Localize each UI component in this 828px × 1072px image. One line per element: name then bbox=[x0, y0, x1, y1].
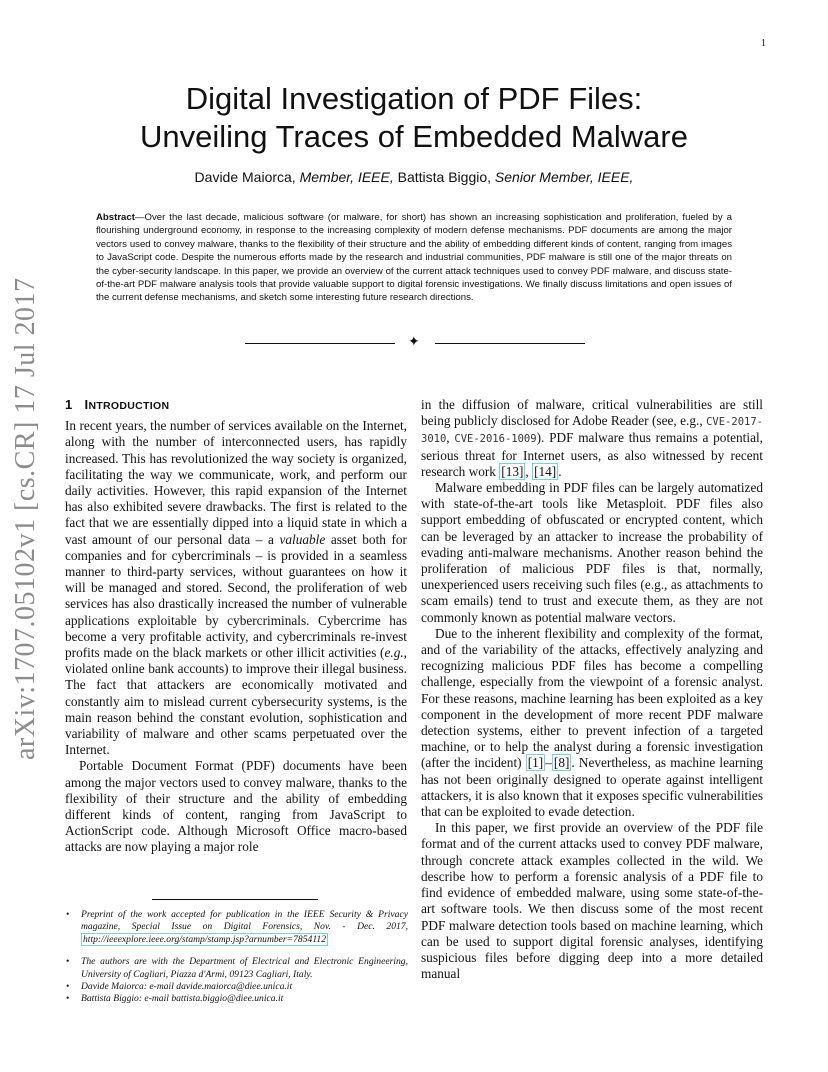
citation-link[interactable]: [1] bbox=[527, 755, 544, 771]
footnote-item: • The authors are with the Department of Electrical and Electronic Engineering, University of Cagliari, Piazza d'Armi, 09123 Cagliari, Italy. bbox=[66, 956, 408, 981]
footnote-item bbox=[66, 909, 408, 946]
section-number: 1 bbox=[65, 397, 73, 412]
emphasis: e.g. bbox=[384, 645, 404, 661]
page-number: 1 bbox=[761, 38, 766, 49]
text-run: , violated online bank accounts) to improve their illegal business. The fact that attackers are economically motivated and constantly aim to mislead current cybersecurity systems, is the main reason behind the constant evolution, sophistication and variability of malware and other scams perpetuated over the Internet. bbox=[65, 645, 407, 758]
title-line-1: Digital Investigation of PDF Files: bbox=[185, 81, 643, 116]
paragraph: Due to the inherent flexibility and complexity of the format, and of the variability of the attacks, effectively analyzing and recognizing malicious PDF files has become a compelling challenge, especially from the viewpoint of a forensic analyst. For these reasons, machine learning has been exploited as a key component in the development of more recent PDF malware detection systems, either to prevent infection of a targeted machine, or to help the analyst during a forensic investigation (after the incident) [1] – [8] . Nevertheless, as machine learning has not been originally designed to operate against intelligent attackers, it is also known that it exposes specific vulnerabilities that can be exploited to evade detection. bbox=[421, 625, 763, 820]
text-run: ). PDF malware thus remains a potential, serious threat for Internet users, as also witnessed by recent research work bbox=[421, 430, 763, 479]
footnote-link[interactable]: http://ieeexplore.ieee.org/stamp/stamp.jsp?arnumber=7854112 bbox=[83, 933, 326, 945]
divider-line-right bbox=[435, 343, 585, 344]
section-title-rest: NTRODUCTION bbox=[88, 400, 170, 412]
text-run: . Nevertheless, as machine learning has not been originally designed to operate against intelligent attackers, it is also known that it exposes specific vulnerabilities that can be exploited to evade detection. bbox=[421, 755, 763, 820]
paper-title bbox=[0, 80, 828, 156]
citation-link[interactable]: [14] bbox=[534, 463, 557, 479]
abstract-text: —Over the last decade, malicious software (or malware, for short) has shown an increasing sophistication and proliferation, fueled by a flourishing underground economy, in response to the increasing complexity of modern defense mechanisms. PDF documents are among the major vectors used to convey malware, thanks to the flexibility of their structure and the ability of embedding different kinds of content, ranging from images to JavaScript code. Despite the numerous efforts made by the research and industrial communities, PDF malware is still one of the major threats on the cyber-security landscape. In this paper, we provide an overview of the current attack techniques used to convey PDF malware, and discuss state-of-the-art PDF malware analysis tools that provide valuable support to digital forensic investigations. We finally discuss limitations and open issues of the current defense mechanisms, and sketch some interesting future research directions. bbox=[96, 212, 732, 304]
paragraph bbox=[65, 418, 407, 758]
author-line bbox=[0, 169, 828, 185]
citation-link[interactable]: [13] bbox=[501, 463, 524, 479]
footnote-item: • Davide Maiorca: e-mail davide.maiorca@diee.unica.it bbox=[66, 981, 408, 993]
section-initial: I bbox=[84, 397, 89, 412]
right-column bbox=[421, 397, 763, 982]
text-run: in the diffusion of malware, critical vulnerabilities are still being publicly disclosed for Adobe Reader (see, e.g., bbox=[421, 397, 763, 429]
paragraph: In this paper, we first provide an overview of the PDF file format and of the current attacks used to convey PDF malware, through concrete attack examples collected in the wild. We describe how to perform a forensic analysis of a PDF file to find evidence of embedded malware, using some state-of-the-art software tools. We then discuss some of the most recent PDF malware detection tools based on machine learning, which can be used to support digital forensic analyses, identifying suspicious files before digging deep into a more detailed manual bbox=[421, 820, 763, 982]
author-2-name: Battista Biggio, bbox=[397, 169, 492, 185]
emphasis: valuable bbox=[279, 531, 326, 547]
left-column bbox=[65, 397, 407, 856]
abstract bbox=[96, 211, 732, 305]
author-1-role: Member, IEEE, bbox=[299, 169, 394, 185]
footnote-rule bbox=[152, 899, 318, 900]
footnote-item: • Battista Biggio: e-mail battista.biggio@diee.unica.it bbox=[66, 993, 408, 1005]
paragraph: Malware embedding in PDF files can be largely automatized with state-of-the-art tools like Metasploit. PDF files also support embedding of obfuscated or encrypted content, which can be leveraged by an attacker to increase the probability of evading anti-malware mechanisms. Another reason behind the proliferation of malicious PDF files is that, normally, unexperienced users receiving such files (e.g., as attachments to scam emails) tend to trust and execute them, as they are not commonly known as potential malware vectors. bbox=[421, 480, 763, 625]
title-line-2: Unveiling Traces of Embedded Malware bbox=[140, 119, 688, 154]
author-1-name: Davide Maiorca, bbox=[194, 169, 296, 185]
arxiv-id: arXiv:1707.05102v1 [cs.CR] 17 Jul 2017 bbox=[10, 277, 41, 760]
cve-id: CVE-2017-3010 bbox=[421, 416, 763, 446]
cve-id: CVE-2016-1009 bbox=[454, 433, 537, 446]
text-run: asset both for companies and for cybercriminals – is provided in a seamless manner to third-party services, without guarantees on how it will be managed and stored. Second, the proliferation of web services has also drastically increased the number of vulnerable applications exploitable by cybercriminals. Cybercrime has become a very profitable activity, and cybercriminals re-invest profits made on the black markets or other illicit activities ( bbox=[65, 531, 407, 661]
author-2-role: Senior Member, IEEE, bbox=[494, 169, 634, 185]
paragraph: Portable Document Format (PDF) documents have been among the major vectors used to convey malware, thanks to the flexibility of their structure and the ability of embedding different kinds of content, ranging from JavaScript to ActionScript code. Although Microsoft Office macro-based attacks are now playing a major role bbox=[65, 758, 407, 855]
divider-diamond-icon: ✦ bbox=[408, 334, 420, 350]
section-heading bbox=[65, 397, 407, 414]
section-divider bbox=[245, 336, 585, 350]
footnotes bbox=[66, 909, 408, 1006]
paragraph: in the diffusion of malware, critical vulnerabilities are still being publicly disclosed for Adobe Reader (see, e.g., CVE-2017-3010, CVE-2016-1009). PDF malware thus remains a potential, serious threat for Internet users, as also witnessed by recent research work [13] , [14] . bbox=[421, 397, 763, 479]
text-run: In recent years, the number of services available on the Internet, along with the number of interconnected users, has rapidly increased. This has revolutionized the way society is organized, facilitating the way we communicate, work, and perform our daily activities. However, this rapid expansion of the Internet has also exhibited severe drawbacks. The first is related to the fact that we are essentially dipped into a liquid state in which a vast amount of our personal data – a bbox=[65, 418, 407, 547]
divider-line-left bbox=[245, 343, 395, 344]
citation-link[interactable]: [8] bbox=[553, 755, 570, 771]
footnote-text: Preprint of the work accepted for publication in the IEEE Security & Privacy magazine, Special Issue on Digital Forensics, Nov. - Dec. 2017, bbox=[81, 909, 408, 933]
abstract-label: Abstract bbox=[96, 212, 135, 223]
text-run: Due to the inherent flexibility and complexity of the format, and of the variability of the attacks, effectively analyzing and recognizing malicious PDF files has become a compelling challenge, especially from the viewpoint of a forensic analyst. For these reasons, machine learning has been exploited as a key component in the development of more recent PDF malware detection systems, either to prevent infection of a targeted machine, or to help the analyst during a forensic investigation (after the incident) bbox=[421, 625, 763, 771]
